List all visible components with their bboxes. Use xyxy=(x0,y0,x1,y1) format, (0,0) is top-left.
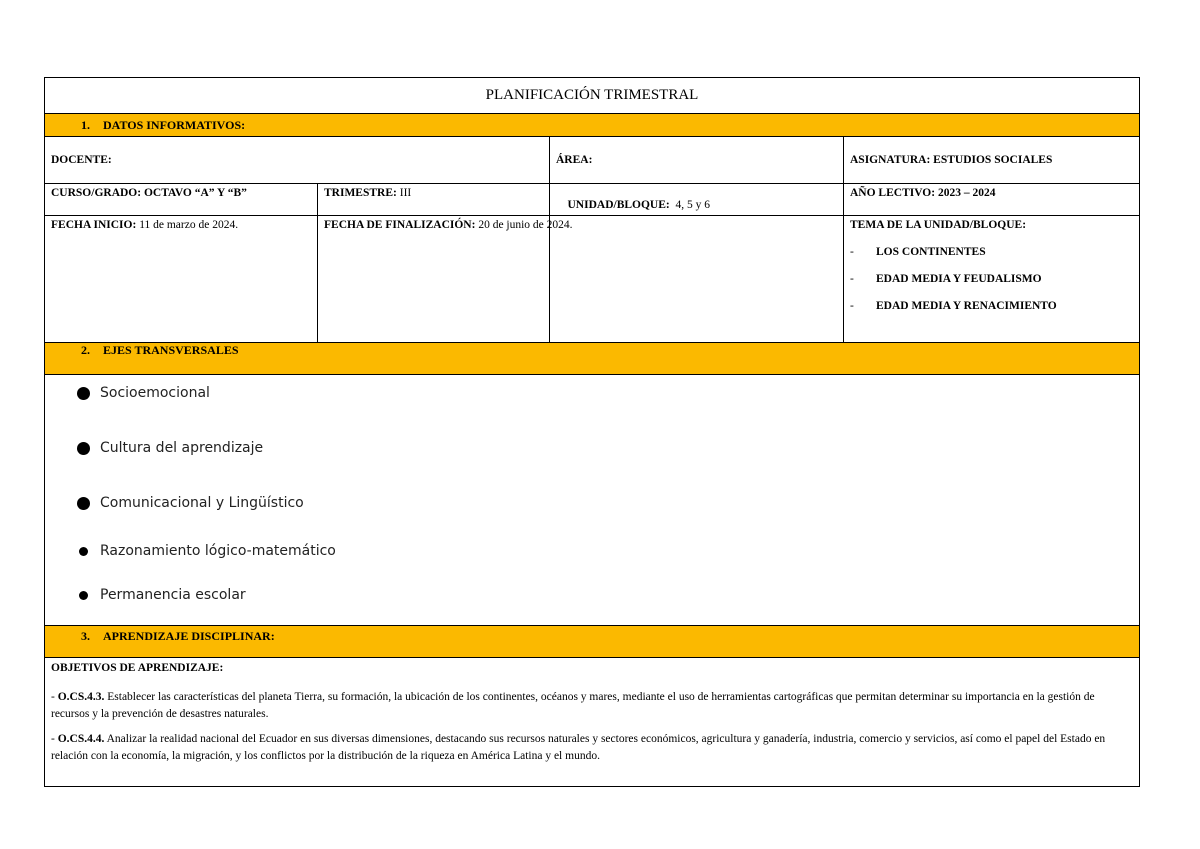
tema-item xyxy=(850,300,1134,312)
tema-item xyxy=(850,246,1134,258)
curso-label: CURSO/GRADO: OCTAVO “A” Y “B” xyxy=(51,187,247,199)
divider xyxy=(317,183,318,342)
eje-item xyxy=(77,495,304,511)
section-label: DATOS INFORMATIVOS: xyxy=(103,118,246,132)
fecha-fin-label: FECHA DE FINALIZACIÓN: xyxy=(324,219,476,231)
tema-label: TEMA DE LA UNIDAD/BLOQUE: xyxy=(850,219,1027,231)
eje-text: Permanencia escolar xyxy=(100,587,246,603)
page-title: PLANIFICACIÓN TRIMESTRAL xyxy=(45,78,1139,114)
section-number: 3. xyxy=(81,629,90,643)
anio-cell xyxy=(844,183,1140,203)
eje-text: Cultura del aprendizaje xyxy=(100,440,264,456)
tema-text: LOS CONTINENTES xyxy=(876,246,986,258)
eje-text: Socioemocional xyxy=(100,385,210,401)
section-number: 2. xyxy=(81,343,90,357)
objetivo-code: O.CS.4.3. xyxy=(57,691,105,703)
fecha-inicio-label: FECHA INICIO: xyxy=(51,219,137,231)
eje-item xyxy=(77,543,336,559)
bullet-icon xyxy=(77,387,90,400)
fecha-fin-value: 20 de junio de 2024. xyxy=(475,219,573,231)
objetivo-text: Establecer las características del planeta Tierra, su formación, la ubicación de los continentes, océanos y mares, mediante el uso de herramientas cartográficas que permitan determinar su importancia en la gestión de recursos y la prevención de desastres naturales. xyxy=(51,691,1095,720)
curso-cell xyxy=(45,183,317,203)
tema-dash: - xyxy=(850,300,854,312)
objetivo-dash: - xyxy=(51,733,58,745)
bullet-icon xyxy=(79,591,88,600)
objetivo-item xyxy=(51,689,1133,723)
tema-text: EDAD MEDIA Y RENACIMIENTO xyxy=(876,300,1057,312)
unidad-value: 4, 5 y 6 xyxy=(669,199,710,211)
objetivo-item xyxy=(51,731,1133,765)
eje-text: Razonamiento lógico-matemático xyxy=(100,543,336,559)
tema-cell xyxy=(844,215,1140,316)
area-cell xyxy=(550,150,842,170)
asignatura-label: ASIGNATURA: ESTUDIOS SOCIALES xyxy=(850,154,1053,166)
unidad-label: UNIDAD/BLOQUE: xyxy=(567,199,670,211)
fecha-inicio-value: 11 de marzo de 2024. xyxy=(136,219,239,231)
ejes-list xyxy=(45,375,1139,625)
tema-dash: - xyxy=(850,273,854,285)
objetivos-label: OBJETIVOS DE APRENDIZAJE: xyxy=(51,662,224,674)
eje-text: Comunicacional y Lingüístico xyxy=(100,495,304,511)
eje-item xyxy=(77,440,263,456)
asignatura-cell xyxy=(844,150,1140,170)
tema-dash: - xyxy=(850,246,854,258)
section-aprendizaje-disciplinar xyxy=(45,625,1139,658)
fecha-inicio-cell xyxy=(45,215,317,235)
section-datos-informativos xyxy=(45,114,1139,137)
tema-item xyxy=(850,273,1134,285)
section-label: APRENDIZAJE DISCIPLINAR: xyxy=(103,629,275,643)
docente-label: DOCENTE: xyxy=(51,154,112,166)
section-number: 1. xyxy=(81,118,90,132)
bullet-icon xyxy=(77,442,90,455)
eje-item xyxy=(77,587,246,603)
area-label: ÁREA: xyxy=(556,154,593,166)
trimestre-value: III xyxy=(396,187,412,199)
tema-text: EDAD MEDIA Y FEUDALISMO xyxy=(876,273,1042,285)
section-label: EJES TRANSVERSALES xyxy=(103,343,239,357)
objetivo-dash: - xyxy=(51,691,58,703)
objetivos-cell xyxy=(45,658,1139,767)
eje-item xyxy=(77,385,210,401)
bullet-icon xyxy=(79,547,88,556)
planning-document xyxy=(44,77,1140,787)
fecha-fin-cell xyxy=(318,215,843,235)
objetivo-text: Analizar la realidad nacional del Ecuador en sus diversas dimensiones, destacando sus recursos naturales y sectores económicos, agricultura y ganadería, industria, comercio y servicios, así como el papel del Estado en relación con la economía, la migración, y los conflictos por la distribución de la riqueza en América Latina y el mundo. xyxy=(51,733,1106,762)
bullet-icon xyxy=(77,497,90,510)
anio-label: AÑO LECTIVO: 2023 – 2024 xyxy=(850,187,996,199)
objetivo-code: O.CS.4.4. xyxy=(57,733,105,745)
trimestre-label: TRIMESTRE: xyxy=(324,187,397,199)
trimestre-cell xyxy=(318,183,549,203)
docente-cell xyxy=(45,150,549,170)
section-ejes-transversales xyxy=(45,342,1139,375)
